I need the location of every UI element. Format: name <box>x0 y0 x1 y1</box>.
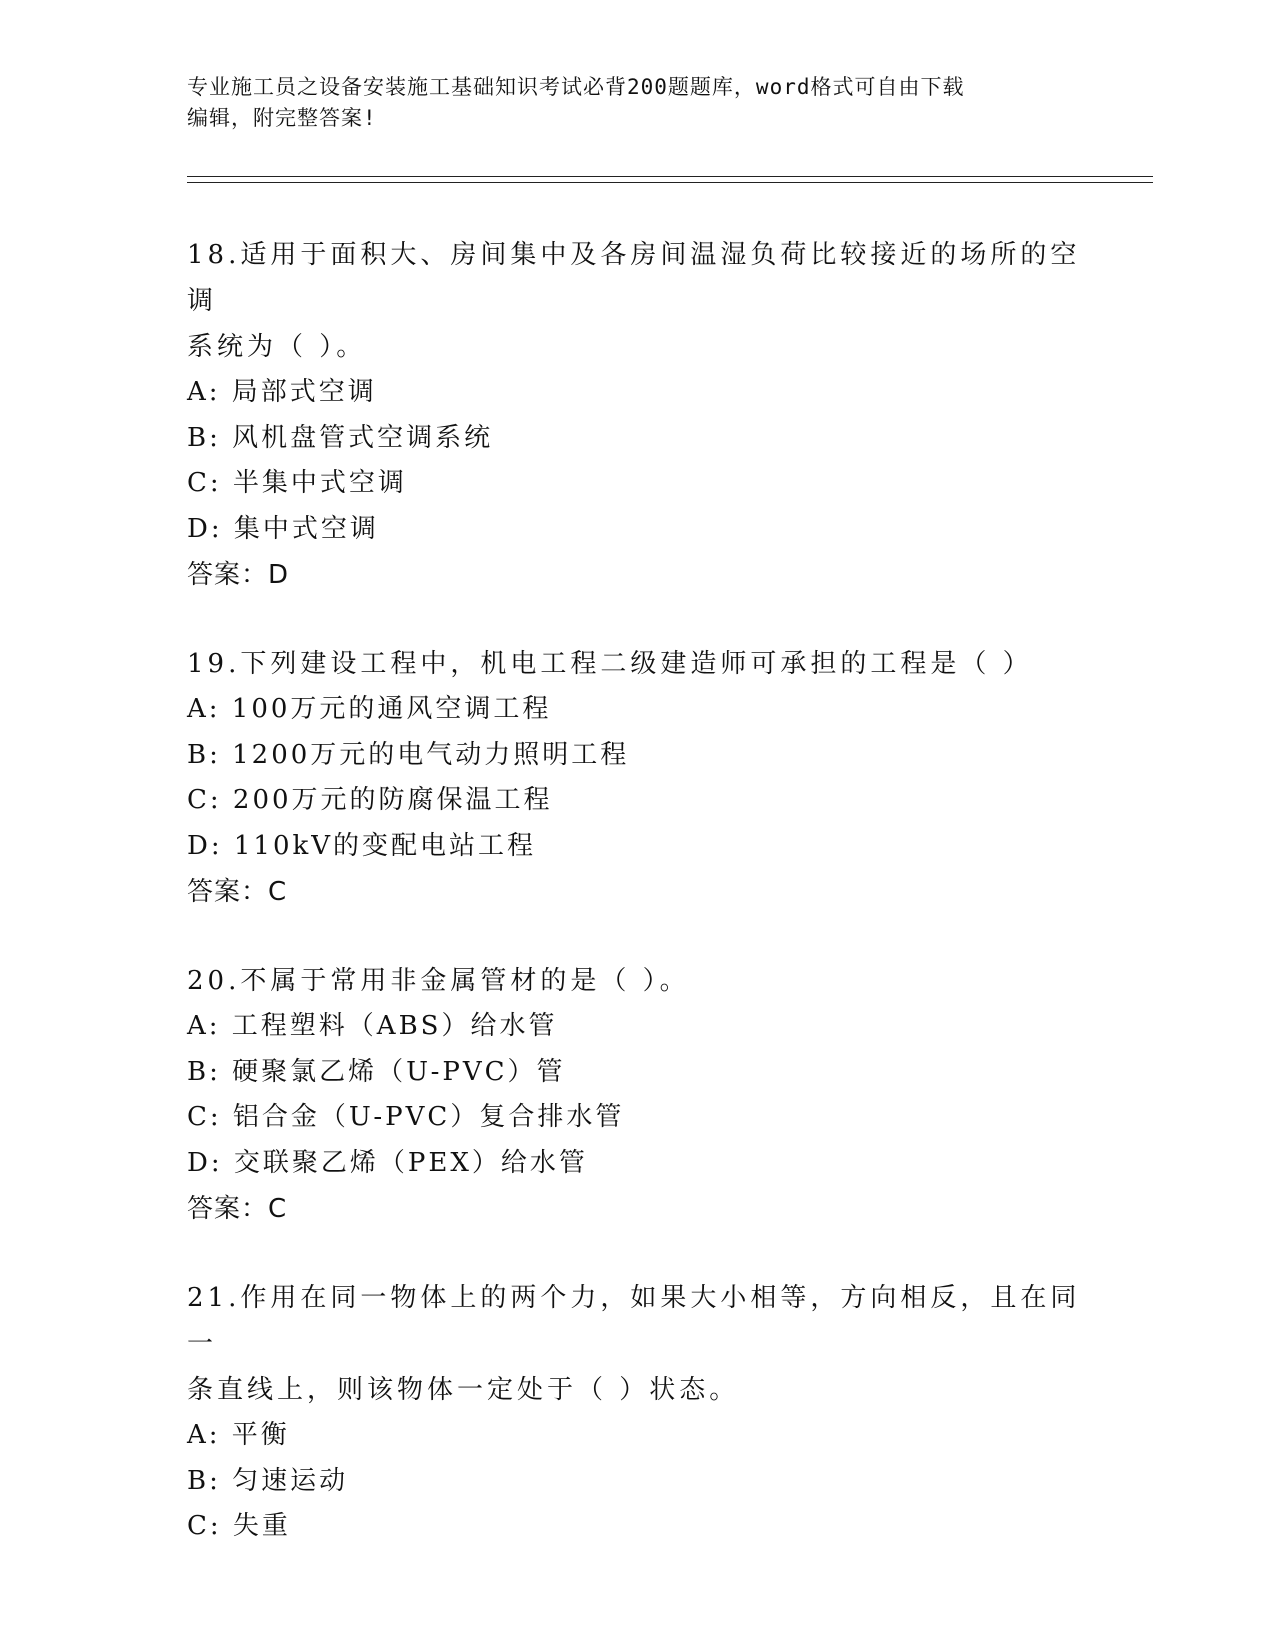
option-d: D: 110kV的变配电站工程 <box>187 830 537 861</box>
answer-label: 答案：C <box>187 1194 288 1224</box>
question-text-line: 20.不属于常用非金属管材的是（ ）。 <box>187 966 690 996</box>
header-line-2: 编辑，附完整答案! <box>187 106 377 130</box>
option-list <box>187 370 1087 552</box>
question-list <box>187 232 1087 1593</box>
option-c: C: 200万元的防腐保温工程 <box>187 785 553 815</box>
header-line-1: 专业施工员之设备安装施工基础知识考试必背200题题库，word格式可自由下载 <box>187 75 965 99</box>
option-list <box>187 1413 1087 1550</box>
option-b: B: 1200万元的电气动力照明工程 <box>187 739 630 770</box>
option-list <box>187 687 1087 869</box>
header-divider <box>187 176 1153 183</box>
question-text-line: 系统为（ ）。 <box>187 332 367 362</box>
question-text-line: 19.下列建设工程中，机电工程二级建造师可承担的工程是（ ） <box>187 649 1033 679</box>
question-20 <box>187 958 1087 1232</box>
option-b: B: 匀速运动 <box>187 1465 349 1496</box>
option-d: D: 集中式空调 <box>187 513 379 544</box>
option-a: A: 工程塑料（ABS）给水管 <box>187 1011 558 1041</box>
question-text <box>187 641 1087 687</box>
document-header <box>187 72 1067 134</box>
question-text <box>187 958 1087 1004</box>
question-text-line: 18.适用于面积大、房间集中及各房间温湿负荷比较接近的场所的空调 <box>187 240 1081 316</box>
question-text-line: 条直线上，则该物体一定处于（ ）状态。 <box>187 1375 740 1405</box>
option-a: A: 局部式空调 <box>187 377 377 407</box>
option-list <box>187 1004 1087 1186</box>
answer-label: 答案：C <box>187 877 288 907</box>
option-c: C: 铝合金（U-PVC）复合排水管 <box>187 1102 625 1132</box>
question-text <box>187 232 1087 370</box>
question-text <box>187 1275 1087 1413</box>
option-a: A: 100万元的通风空调工程 <box>187 694 552 724</box>
question-text-line: 21.作用在同一物体上的两个力，如果大小相等，方向相反，且在同一 <box>187 1283 1081 1359</box>
option-c: C: 失重 <box>187 1511 291 1541</box>
question-21 <box>187 1275 1087 1550</box>
option-b: B: 硬聚氯乙烯（U-PVC）管 <box>187 1056 566 1087</box>
option-d: D: 交联聚乙烯（PEX）给水管 <box>187 1147 588 1178</box>
question-19 <box>187 641 1087 915</box>
answer-label: 答案：D <box>187 560 290 590</box>
option-b: B: 风机盘管式空调系统 <box>187 422 494 453</box>
option-a: A: 平衡 <box>187 1420 290 1450</box>
question-18 <box>187 232 1087 598</box>
option-c: C: 半集中式空调 <box>187 468 407 498</box>
